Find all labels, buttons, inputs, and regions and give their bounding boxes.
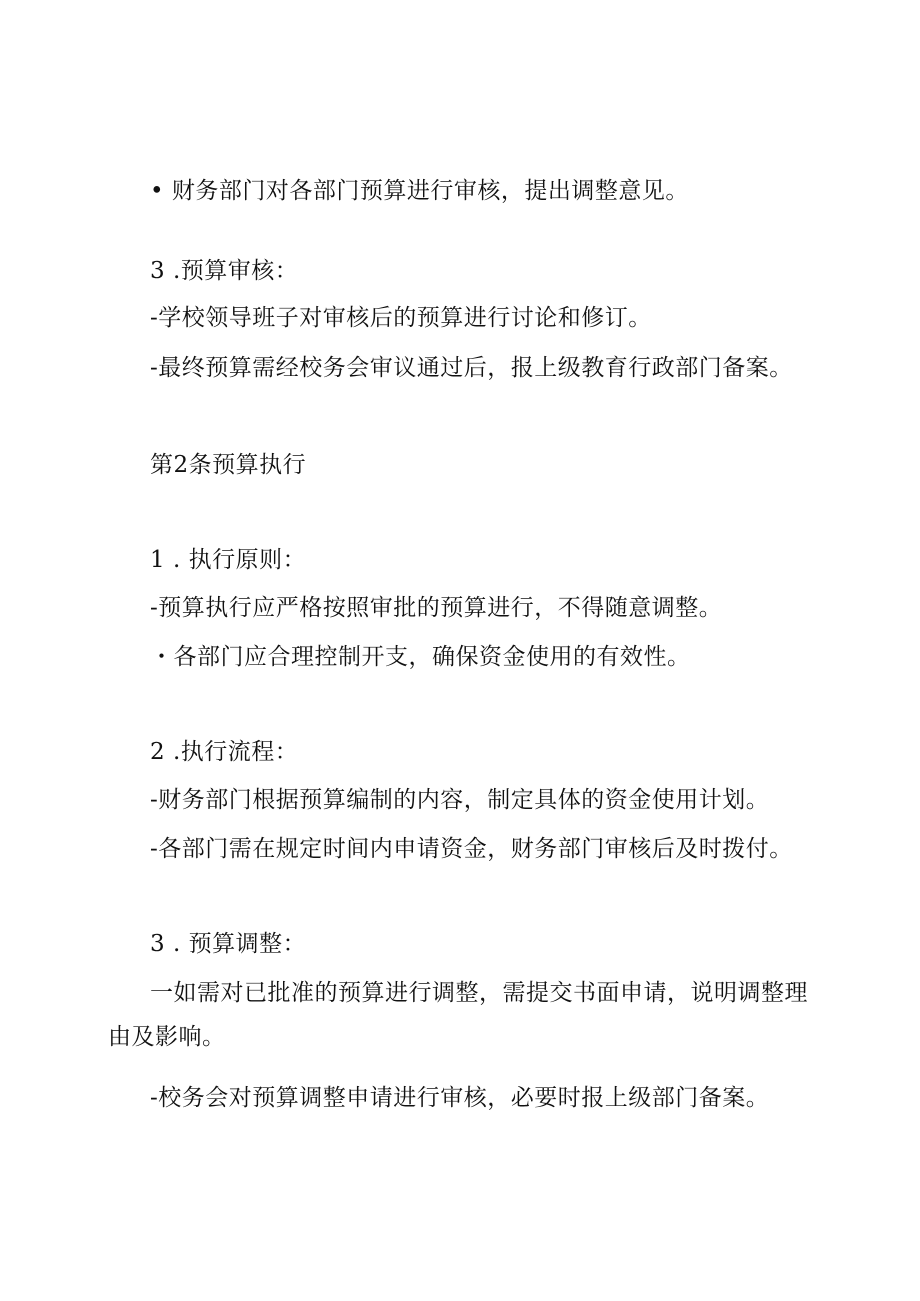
item-leadership-discussion: -学校领导班子对审核后的预算进行讨论和修订。 <box>150 305 652 331</box>
section-title-budget-execution: 第2条预算执行 <box>150 452 307 478</box>
item-apply-funds: -各部门需在规定时间内申请资金，财务部门审核后及时拨付。 <box>150 836 793 862</box>
heading-execution-principles: 1 . 执行原则： <box>150 547 307 573</box>
item-strict-execution: -预算执行应严格按照审批的预算进行，不得随意调整。 <box>150 595 723 621</box>
item-fund-plan: -财务部门根据预算编制的内容，制定具体的资金使用计划。 <box>150 787 770 813</box>
item-council-review: -校务会对预算调整申请进行审核，必要时报上级部门备案。 <box>150 1085 770 1111</box>
heading-budget-review: 3 .预算审核： <box>150 258 299 284</box>
item-adjustment-request: 一如需对已批准的预算进行调整，需提交书面申请，说明调整理由及影响。 <box>108 980 808 1050</box>
bullet-finance-review: • 财务部门对各部门预算进行审核，提出调整意见。 <box>150 178 689 204</box>
item-control-spending: ・各部门应合理控制开支，确保资金使用的有效性。 <box>150 644 691 670</box>
item-final-approval: -最终预算需经校务会审议通过后，报上级教育行政部门备案。 <box>150 355 793 381</box>
heading-execution-process: 2 .执行流程： <box>150 739 299 765</box>
heading-budget-adjustment: 3 . 预算调整： <box>150 931 307 957</box>
